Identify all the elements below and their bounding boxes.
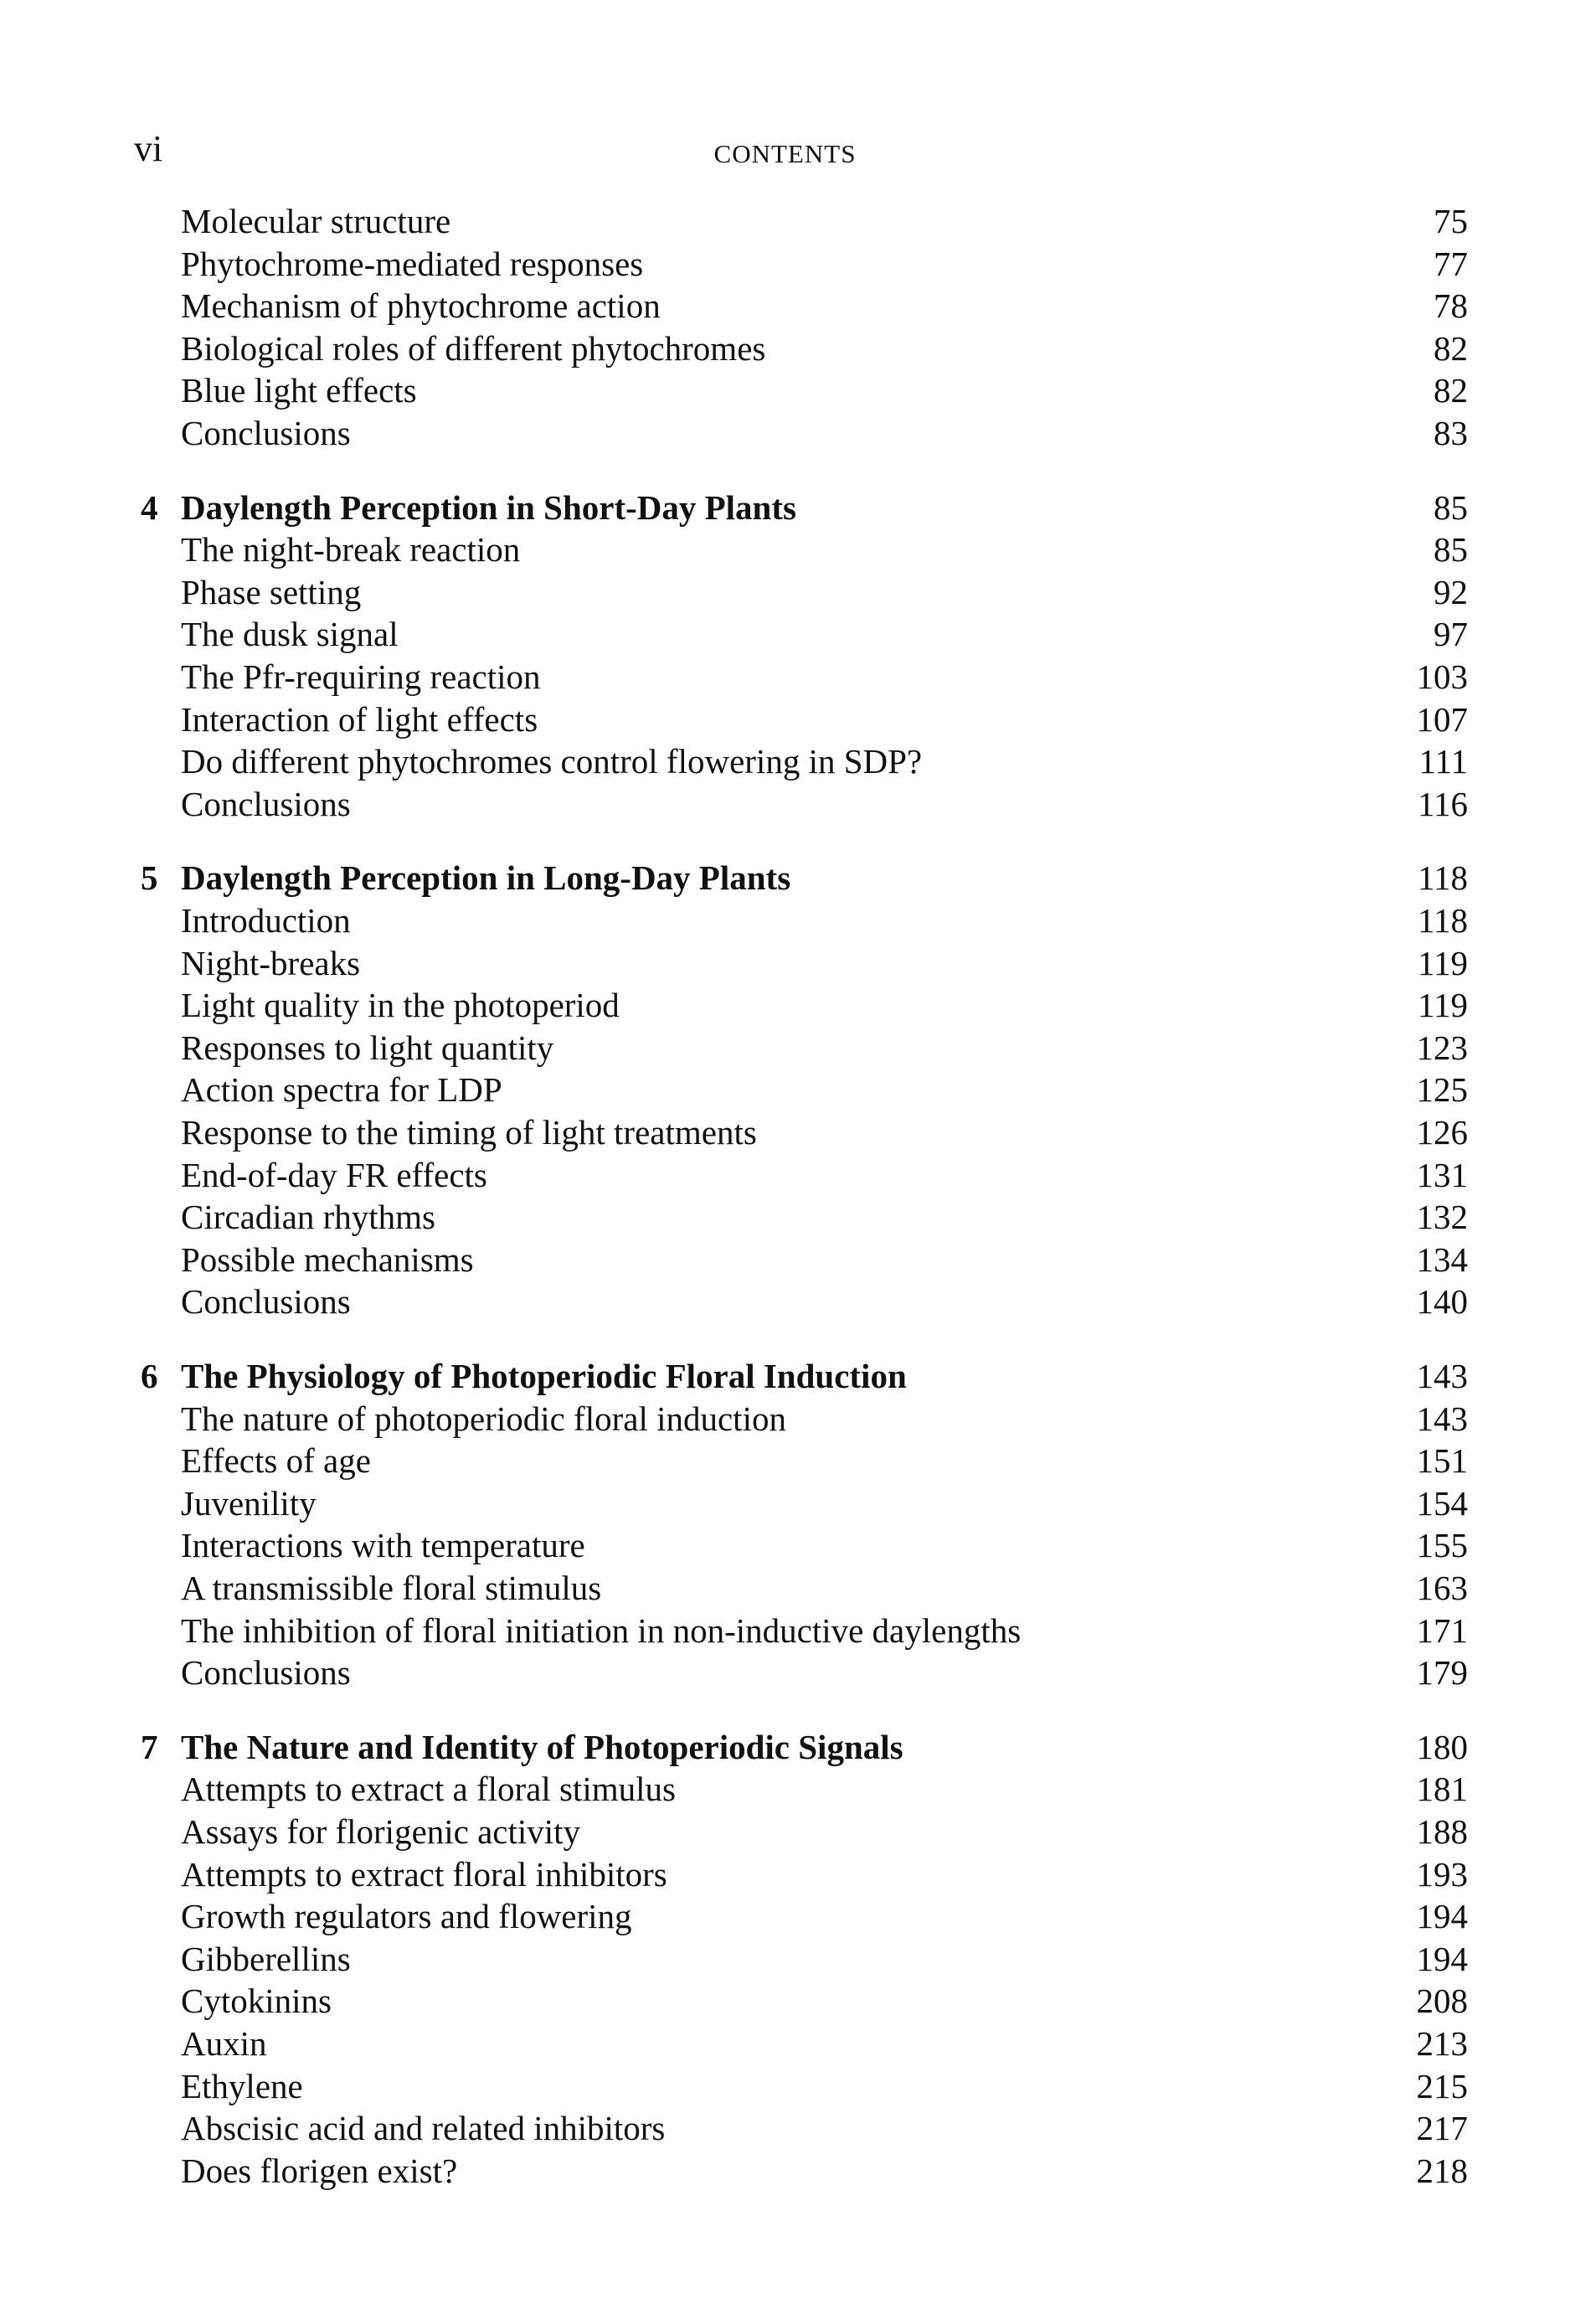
entry-title: Introduction [181, 901, 351, 940]
entry-page: 154 [1416, 1483, 1468, 1523]
entry-title: Do different phytochromes control flowering in SDP? [181, 742, 923, 781]
toc-entry [0, 1937, 1570, 1981]
entry-page: 123 [1416, 1028, 1468, 1067]
toc-entry [0, 899, 1570, 942]
chapter-page: 118 [1418, 858, 1468, 898]
entry-title: Phase setting [181, 572, 362, 611]
entry-title: Effects of age [181, 1441, 371, 1481]
entry-page: 111 [1418, 742, 1468, 781]
toc-entry [0, 570, 1570, 614]
entry-page: 125 [1416, 1070, 1468, 1110]
entry-title: Auxin [181, 2024, 267, 2063]
toc-entry [0, 698, 1570, 741]
toc-entry [0, 2022, 1570, 2065]
entry-title: Conclusions [181, 784, 351, 823]
entry-page: 82 [1434, 328, 1468, 368]
toc-entry [0, 1195, 1570, 1239]
entry-title: Abscisic acid and related inhibitors [181, 2109, 666, 2148]
entry-title: Night-breaks [181, 943, 361, 982]
toc-entry [0, 1810, 1570, 1853]
entry-title: Circadian rhythms [181, 1198, 436, 1237]
chapter-title: The Physiology of Photoperiodic Floral Induction [181, 1357, 907, 1395]
entry-page: 77 [1434, 244, 1468, 283]
entry-page: 140 [1416, 1282, 1468, 1322]
toc-entry [0, 1853, 1570, 1896]
entry-title: Cytokinins [181, 1981, 332, 2021]
entry-title: Molecular structure [181, 202, 451, 240]
entry-page: 103 [1416, 657, 1468, 696]
entry-title: Biological roles of different phytochromes [181, 328, 766, 368]
toc-entry [0, 327, 1570, 370]
chapter-title: The Nature and Identity of Photoperiodic Signals [181, 1727, 903, 1766]
toc-entry [0, 1979, 1570, 2023]
toc-entry [0, 2149, 1570, 2193]
entry-page: 107 [1416, 699, 1468, 739]
toc-entry [0, 1026, 1570, 1069]
entry-title: The dusk signal [181, 615, 399, 654]
entry-title: A transmissible floral stimulus [181, 1569, 602, 1607]
entry-title: Ethylene [181, 2066, 303, 2105]
entry-page: 215 [1416, 2066, 1468, 2105]
toc-chapter-heading [0, 856, 1570, 899]
entry-page: 208 [1416, 1981, 1468, 2021]
entry-title: Assays for florigenic activity [181, 1812, 581, 1851]
toc-entry [0, 2064, 1570, 2108]
toc-entry [0, 1767, 1570, 1811]
entry-title: Does florigen exist? [181, 2151, 458, 2190]
entry-page: 179 [1416, 1653, 1468, 1693]
entry-title: Blue light effects [181, 371, 417, 410]
chapter-title: Daylength Perception in Short-Day Plants [181, 487, 796, 527]
entry-page: 126 [1416, 1113, 1468, 1152]
entry-title: Conclusions [181, 1282, 351, 1322]
entry-page: 75 [1434, 202, 1468, 240]
entry-page: 194 [1416, 1939, 1468, 1978]
entry-page: 119 [1418, 943, 1468, 982]
entry-page: 188 [1416, 1812, 1468, 1851]
toc-entry [0, 1397, 1570, 1440]
entry-page: 134 [1416, 1239, 1468, 1279]
toc-entry [0, 1110, 1570, 1154]
entry-page: 171 [1416, 1610, 1468, 1650]
toc-entry [0, 1280, 1570, 1323]
chapter-page: 143 [1416, 1357, 1468, 1395]
chapter-page: 180 [1416, 1727, 1468, 1766]
entry-title: Response to the timing of light treatments [181, 1113, 757, 1152]
chapter-number: 6 [141, 1357, 158, 1395]
toc-entry [0, 528, 1570, 571]
toc-entry [0, 411, 1570, 455]
toc-entry [0, 1481, 1570, 1525]
entry-title: Growth regulators and flowering [181, 1897, 632, 1936]
entry-page: 118 [1418, 901, 1468, 940]
entry-title: End-of-day FR effects [181, 1155, 487, 1194]
entry-page: 82 [1434, 371, 1468, 410]
entry-page: 132 [1416, 1198, 1468, 1237]
entry-title: Responses to light quantity [181, 1028, 554, 1067]
toc-entry [0, 368, 1570, 412]
entry-page: 85 [1434, 530, 1468, 569]
entry-title: The nature of photoperiodic floral induction [181, 1399, 786, 1438]
entry-page: 119 [1418, 986, 1468, 1025]
chapter-number: 4 [141, 487, 158, 527]
toc-entry [0, 199, 1570, 243]
entry-page: 181 [1416, 1770, 1468, 1809]
entry-page: 92 [1434, 572, 1468, 611]
entry-title: Attempts to extract a floral stimulus [181, 1770, 676, 1809]
entry-page: 78 [1434, 286, 1468, 326]
entry-title: Attempts to extract floral inhibitors [181, 1854, 667, 1894]
entry-page: 218 [1416, 2151, 1468, 2190]
chapter-title: Daylength Perception in Long-Day Plants [181, 858, 791, 898]
toc-entry [0, 739, 1570, 783]
entry-title: Possible mechanisms [181, 1239, 474, 1279]
entry-title: Interaction of light effects [181, 699, 538, 739]
toc-entry [0, 983, 1570, 1027]
toc-entry [0, 655, 1570, 698]
chapter-page: 85 [1434, 487, 1468, 527]
entry-page: 83 [1434, 414, 1468, 452]
toc-entry [0, 1068, 1570, 1111]
entry-page: 217 [1416, 2109, 1468, 2148]
chapter-number: 7 [141, 1727, 158, 1766]
entry-page: 213 [1416, 2024, 1468, 2063]
entry-page: 151 [1416, 1441, 1468, 1481]
entry-title: Light quality in the photoperiod [181, 986, 620, 1025]
entry-title: Interactions with temperature [181, 1526, 585, 1565]
toc-chapter-heading [0, 486, 1570, 529]
running-head [0, 126, 1570, 176]
toc-entry [0, 612, 1570, 656]
entry-page: 155 [1416, 1526, 1468, 1565]
toc-entry [0, 1439, 1570, 1482]
entry-title: Gibberellins [181, 1939, 351, 1978]
toc-entry [0, 1523, 1570, 1567]
toc-entry [0, 1651, 1570, 1694]
running-title: CONTENTS [713, 139, 857, 168]
entry-title: Conclusions [181, 414, 351, 452]
entry-page: 193 [1416, 1854, 1468, 1894]
entry-title: The inhibition of floral initiation in non-inductive daylengths [181, 1610, 1022, 1650]
toc-chapter-heading [0, 1725, 1570, 1769]
toc-entry [0, 284, 1570, 327]
entry-title: Conclusions [181, 1653, 351, 1693]
toc-entry [0, 1609, 1570, 1652]
entry-title: Juvenility [181, 1483, 317, 1523]
toc-entry [0, 1238, 1570, 1281]
chapter-number: 5 [141, 858, 158, 898]
entry-title: Mechanism of phytochrome action [181, 286, 661, 326]
toc-entry [0, 1566, 1570, 1610]
entry-title: The night-break reaction [181, 530, 521, 569]
toc-chapter-heading [0, 1354, 1570, 1398]
entry-page: 143 [1416, 1399, 1468, 1438]
entry-page: 163 [1416, 1569, 1468, 1607]
page-number: vi [134, 128, 163, 169]
entry-title: Action spectra for LDP [181, 1070, 502, 1110]
toc-entry [0, 2106, 1570, 2150]
toc-entry [0, 1153, 1570, 1197]
toc-entry [0, 1894, 1570, 1938]
toc-entry [0, 941, 1570, 985]
entry-page: 116 [1418, 784, 1468, 823]
entry-title: The Pfr-requiring reaction [181, 657, 541, 696]
entry-page: 97 [1434, 615, 1468, 654]
toc-entry [0, 242, 1570, 286]
entry-title: Phytochrome-mediated responses [181, 244, 644, 283]
entry-page: 131 [1416, 1155, 1468, 1194]
toc-entry [0, 782, 1570, 826]
entry-page: 194 [1416, 1897, 1468, 1936]
